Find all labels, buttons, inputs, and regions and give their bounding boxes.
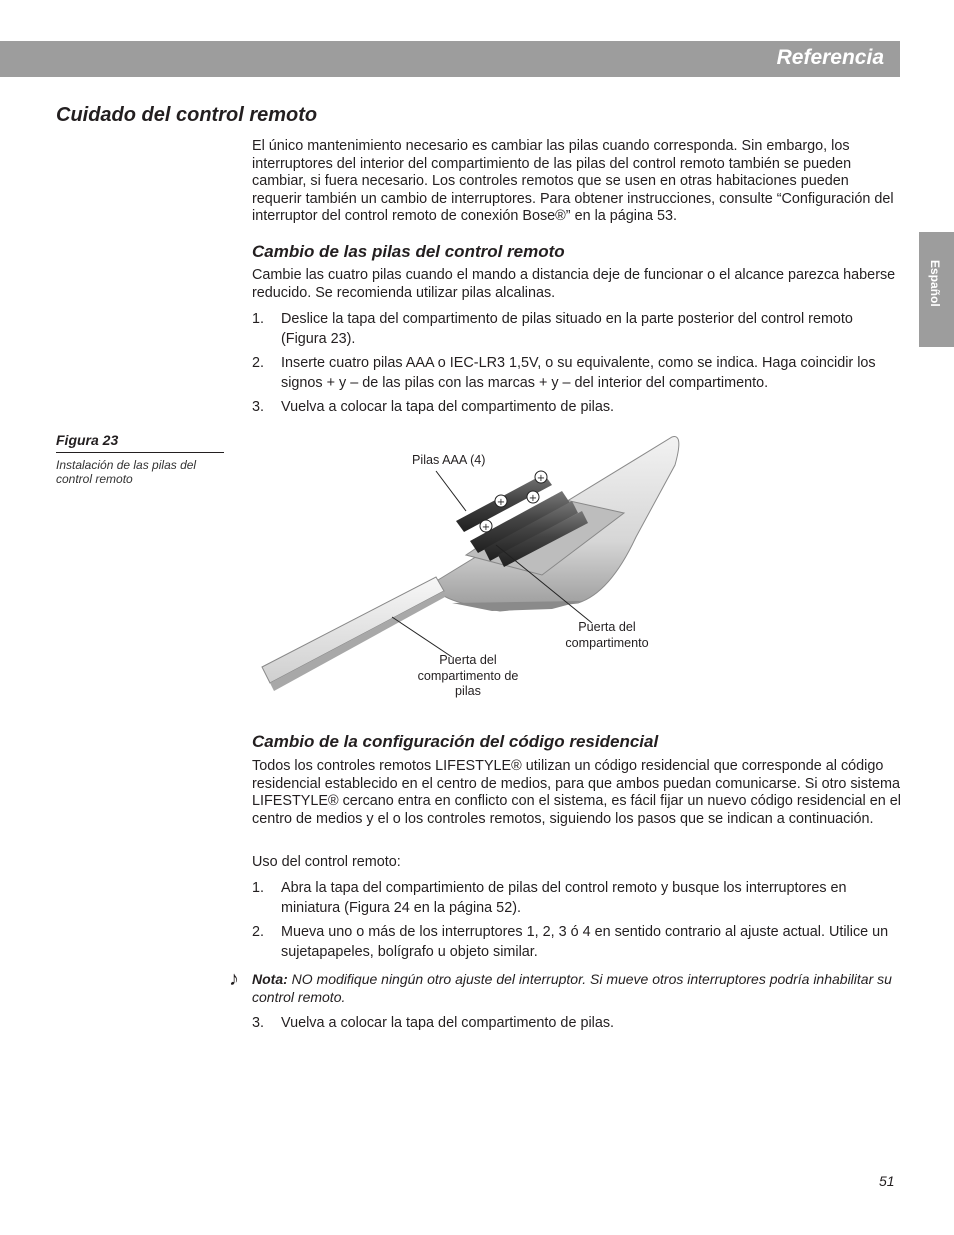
plus-marker [535,471,547,484]
house-code-intro-text: Todos los controles remotos LIFESTYLE® utilizan un código residencial que corresponde al código residencial establecido en el centro de medios, para que ambos puedan comunicarse. Si otro sistema LIFESTYLE® cercano entra en conflicto con el sistema, es fácil fijar un nuevo código residencial en el centro de medios y el o los controles remotos, siguiendo los pasos que se indican a continuación. [252,758,901,827]
step-text: Vuelva a colocar la tapa del compartimento de pilas. [281,1015,615,1031]
music-note-icon: ♪ [229,968,239,990]
battery-step [252,310,902,349]
header-bar [0,41,900,77]
callout-batteries: Pilas AAA (4) [412,453,486,467]
step-text: Vuelva a colocar la tapa del compartimento de pilas. [281,399,615,415]
svg-text:+: + [536,473,546,484]
svg-text:+: + [496,497,506,508]
step-number: 2. [252,924,265,940]
step-number: 3. [252,399,265,415]
page-number: 51 [879,1173,895,1189]
step-number: 1. [252,880,265,896]
intro-text: El único mantenimiento necesario es cambiar las pilas cuando corresponda. Sin embargo, los interruptores del interior del compartimiento de las pilas del control remoto también se pueden cambiar, si fuera necesario. Los controles remotos que se usen en otras habitaciones pueden requerir también un cambio de interruptores. Para obtener instrucciones, consulte “Configuración del interruptor del control remoto de conexión Bose®” en la página 53. [252,138,894,224]
usage-label-text: Uso del control remoto: [252,854,401,870]
step-number: 3. [252,1015,265,1031]
step-text: Inserte cuatro pilas AAA o IEC-LR3 1,5V, o su equivalente, como se indica. Haga coincidir los signos + y – de las pilas con las marcas + y – del interior del compartimento. [281,355,876,391]
battery-step [252,354,902,393]
note-label: Nota: [252,971,288,987]
note [252,971,902,1006]
house-code-heading: Cambio de la configuración del código residencial [252,732,659,751]
remote-battery-figure [252,425,712,715]
svg-text:+: + [528,493,538,504]
header-title: Referencia [776,46,884,69]
battery-heading: Cambio de las pilas del control remoto [252,242,565,261]
figure-subtitle: Instalación de las pilas del control remoto [56,458,197,486]
language-tab-label: Español [928,260,942,307]
house-code-intro [252,758,902,828]
house-code-step [252,1014,902,1034]
section-title: Cuidado del control remoto [56,104,318,126]
battery-intro-text: Cambie las cuatro pilas cuando el mando a distancia deje de funcionar o el alcance parezca haberse reducido. Se recomienda utilizar pilas alcalinas. [252,267,896,301]
callout-battery-door: Puerta del compartimento de pilas [417,653,519,698]
svg-text:+: + [481,522,491,533]
step-text: Abra la tapa del compartimiento de pilas del control remoto y busque los interruptores en miniatura (Figura 24 en la página 52). [281,880,847,916]
step-number: 2. [252,355,265,371]
plus-marker [480,520,492,533]
intro-paragraph [252,138,902,226]
step-number: 1. [252,311,265,327]
usage-label [252,854,902,872]
callout-compartment-door: Puerta del compartimento [565,620,649,650]
house-code-step [252,879,902,918]
step-text: Mueva uno o más de los interruptores 1, 2, 3 ó 4 en sentido contrario al ajuste actual. Utilice un sujetapapeles, bolígrafo u objeto similar. [281,924,889,960]
plus-marker [495,495,507,508]
figure-caption [56,432,224,486]
battery-intro [252,267,902,302]
figure-title: Figura 23 [56,432,224,453]
language-tab [919,232,954,347]
house-code-step [252,923,902,962]
step-text: Deslice la tapa del compartimento de pilas situado en la parte posterior del control remoto (Figura 23). [281,311,853,347]
plus-marker [527,491,539,504]
note-text: NO modifique ningún otro ajuste del interruptor. Si mueve otros interruptores podría inhabilitar su control remoto. [252,971,892,1005]
battery-step [252,398,902,418]
